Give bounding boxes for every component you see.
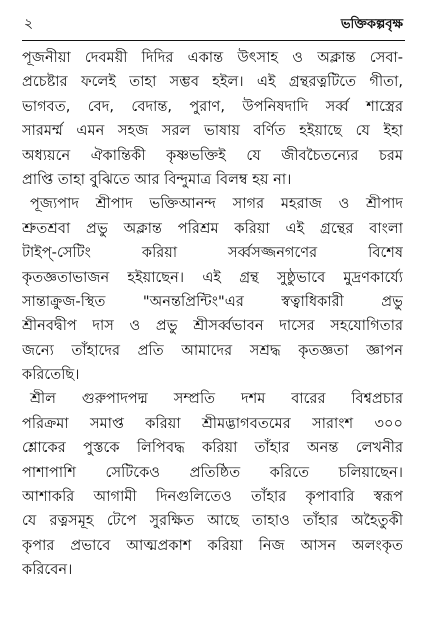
text-line: পূজনীয়া দেবময়ী দিদির একান্ত উৎসাহ ও অক্লান্ত সেবা- xyxy=(22,49,403,66)
text-line: শ্লোকের পুস্তকে লিপিবদ্ধ করিয়া তাঁহার অনন্ত লেখনীর xyxy=(22,439,403,457)
text-line: প্রাপ্তি তাহা বুঝিতে আর বিন্দুমাত্র বিলম্ব হয় না। xyxy=(22,170,292,188)
text-line: সান্তাক্রুজ-স্থিত "অনন্তপ্রিন্টিং"এর স্বত্বাধিকারী প্রভু xyxy=(22,292,403,310)
paragraph-3 xyxy=(22,387,403,582)
paragraph-2 xyxy=(22,192,403,387)
text-line: জন্যে তাঁহাদের প্রতি আমাদের সশ্রদ্ধ কৃতজ্ঞতা জ্ঞাপন xyxy=(22,341,403,359)
text-line: টাইপ্-সেটিং করিয়া সর্ব্বসজ্জনগণের বিশেষ xyxy=(22,244,403,262)
text-line: পূজ্যপাদ শ্রীপাদ ভক্তিআনন্দ সাগর মহরাজ ও শ্রীপাদ xyxy=(30,195,403,213)
text-line: পরিক্রমা সমাপ্ত করিয়া শ্রীমদ্ভাগবতমের সারাংশ ৩০০ xyxy=(22,414,403,432)
text-line: কৃপার প্রভাবে আত্মপ্রকাশ করিয়া নিজ আসন অলংকৃত xyxy=(22,536,403,554)
text-line: পাশাপাশি সেটিকেও প্রতিষ্ঠিত করিতে চলিয়াছেন। xyxy=(22,463,403,481)
text-line: করিবেন। xyxy=(22,561,73,579)
text-line: আশাকরি আগামী দিনগুলিতেও তাঁহার কৃপাবারি স্বরূপ xyxy=(22,488,403,506)
text-line: সারমর্ম্ম এমন সহজ সরল ভাষায় বর্ণিত হইয়াছে যে ইহা xyxy=(22,122,403,140)
text-line: যে রত্নসমূহ টেপে সুরক্ষিত আছে তাহাও তাঁহার অহৈতুকী xyxy=(22,512,403,530)
text-line: শ্রীল গুরুপাদপদ্ম সম্প্রতি দশম বারের বিশ্বপ্রচার xyxy=(30,390,403,408)
page-number: ২ xyxy=(24,16,34,32)
text-line: করিতেছি। xyxy=(22,366,80,384)
page-header xyxy=(24,12,403,36)
text-line: অধ্যয়নে ঐকান্তিকী কৃষ্ণভক্তিই যে জীবচৈতন্যের চরম xyxy=(22,146,403,164)
paragraph-1 xyxy=(22,46,403,192)
text-line: শ্রীনবদ্বীপ দাস ও প্রভু শ্রীসর্ব্বভাবন দাসের সহযোগিতার xyxy=(22,317,403,335)
running-title: ভক্তিকল্পবৃক্ষ xyxy=(340,17,403,32)
text-line: ভাগবত, বেদ, বেদান্ত, পুরাণ, উপনিষদাদি সর্ব্ব শাস্ত্রের xyxy=(22,97,403,115)
text-line: প্রচেষ্টার ফলেই তাহা সম্ভব হইল। এই গ্রন্থরত্নটিতে গীতা, xyxy=(22,73,403,91)
text-line: শ্রুতশ্রবা প্রভু অক্লান্ত পরিশ্রম করিয়া এই গ্রন্থের বাংলা xyxy=(22,219,403,237)
text-line: কৃতজ্ঞতাভাজন হইয়াছেন। এই গ্রন্থ সুষ্ঠুভাবে মুদ্রণকার্য্যে xyxy=(22,268,403,286)
page-body xyxy=(22,46,403,583)
header-rule xyxy=(22,40,405,41)
